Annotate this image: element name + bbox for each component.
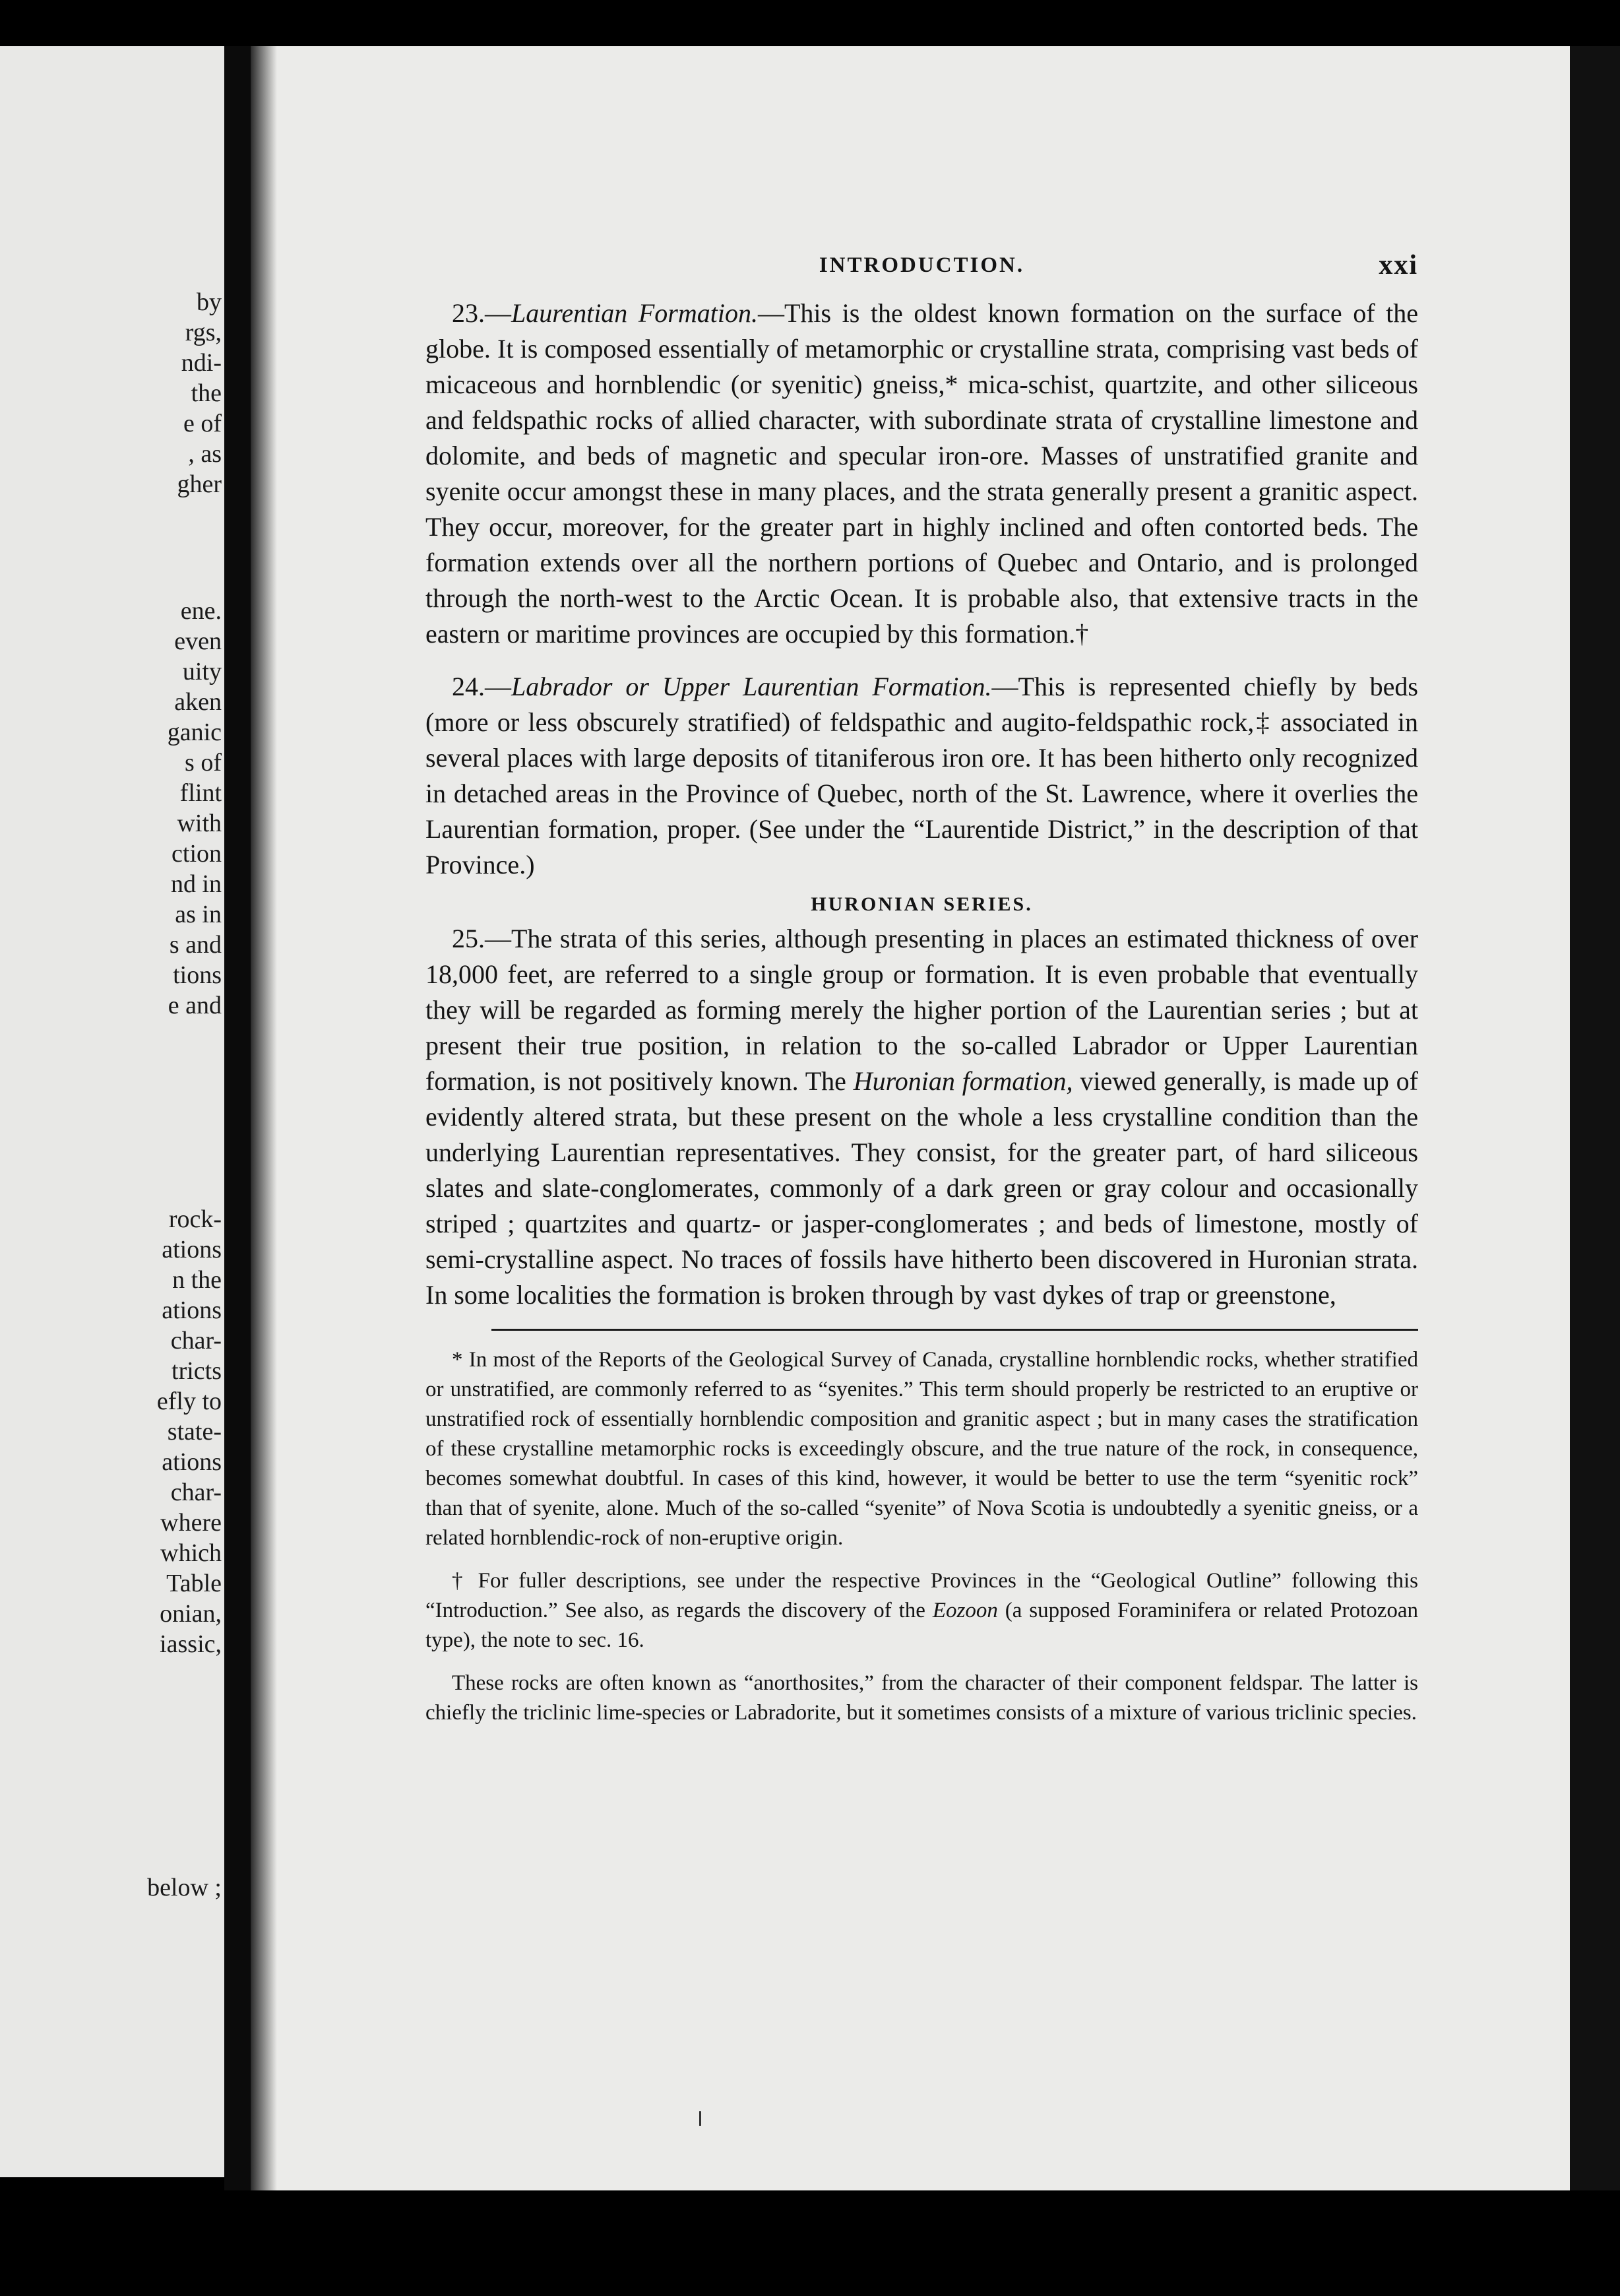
section-23-paragraph — [425, 296, 1418, 652]
left-page-fragment: tions — [173, 961, 222, 989]
left-page-fragment: rgs, — [185, 319, 222, 346]
page-number: xxi — [1379, 250, 1418, 280]
left-page-fragment: e of — [183, 410, 222, 437]
left-page-fragment: the — [191, 379, 222, 407]
footnote-double-dagger: These rocks are often known as “anorthosites,” from the character of their component feldspar. The latter is chiefly the triclinic lime-species or Labradorite, but it sometimes consists of a mixture of various triclinic species. — [425, 1671, 1418, 1725]
section-23-title: Laurentian Formation. — [511, 298, 758, 328]
left-page-fragment: even — [174, 627, 222, 655]
left-page-fragment: s of — [185, 749, 222, 777]
section-23-text: —This is the oldest known formation on the surface of the globe. It is composed essentially of metamorphic or crystalline strata, comprising vast beds of micaceous and hornblendic (or syenitic) gneiss,* mica-schist, quartzite, and other siliceous and feldspathic rocks of allied character, with subordinate strata of crystalline limestone and dolomite, and beds of magnetic and specular iron-ore. Masses of unstratified granite and syenite occur amongst these in many places, and the strata generally present a granitic aspect. They occur, moreover, for the greater part in highly inclined and often contorted beds. The formation extends over all the northern portions of Quebec and Ontario, and is prolonged through the north-west to the Arctic Ocean. It is probable also, that extensive tracts in the eastern or maritime provinces are occupied by this formation.† — [425, 298, 1419, 649]
footnote-rule — [491, 1329, 1418, 1331]
footnote-dagger-italic: Eozoon — [932, 1599, 998, 1622]
left-page-fragment: , as — [188, 440, 222, 468]
page-text-block — [425, 249, 1418, 1728]
left-page-fragment: below ; — [147, 1874, 222, 1901]
footnote-dagger — [425, 1566, 1418, 1655]
left-page-fragment: tricts — [171, 1357, 222, 1385]
left-page-fragment: ene. — [180, 597, 222, 625]
left-page-fragment: where — [160, 1509, 222, 1537]
left-page-fragment: s and — [169, 931, 222, 959]
left-page-fragment: iassic, — [160, 1630, 222, 1658]
left-page-fragment: flint — [179, 779, 222, 807]
page-edge-shadow — [251, 46, 277, 2190]
left-page-fragment: ations — [162, 1448, 222, 1476]
running-title: INTRODUCTION. — [819, 253, 1025, 277]
left-page-fragment: n the — [172, 1266, 222, 1294]
left-page-fragment: efly to — [156, 1387, 222, 1415]
footnote-dagger-after: (a supposed Foraminifera or related Protozoan type), the note to sec. 16. — [425, 1599, 1419, 1652]
left-page-fragment: state- — [167, 1418, 222, 1446]
left-page-fragment: Table — [166, 1570, 222, 1597]
running-head — [425, 249, 1418, 296]
left-page-fragment: uity — [182, 658, 222, 686]
left-page-fragment: char- — [170, 1327, 222, 1355]
left-page-fragment: ction — [171, 840, 222, 868]
left-page-fragment: ations — [162, 1296, 222, 1324]
left-page-fragment: rock- — [168, 1205, 222, 1233]
left-page-fragment: nd in — [170, 870, 222, 898]
section-23-number: 23.— — [452, 298, 511, 328]
left-page-fragment: char- — [170, 1479, 222, 1506]
left-page-fragment: by — [197, 288, 222, 316]
left-page-fragment: gher — [177, 470, 222, 498]
section-25-paragraph — [425, 921, 1418, 1313]
left-page-fragment: ndi- — [181, 349, 222, 377]
section-24-number: 24.— — [452, 672, 511, 701]
left-page-fragment: e and — [168, 992, 222, 1019]
page-mark — [699, 2111, 701, 2126]
left-page-fragment: onian, — [160, 1600, 222, 1628]
section-25-text-after: viewed generally, is made up of evidently altered strata, but these present on the whole a less crystalline condition than the underlying Laurentian representatives. They consist, for the greater part, of hard siliceous slates and slate-conglomerates, commonly of a dark green or gray colour and occasionally striped ; quartzites and quartz- or jasper-conglomerates ; and beds of limestone, mostly of semi-crystalline aspect. No traces of fossils have hitherto been discovered in Huronian strata. In some localities the formation is broken through by vast dykes of trap or greenstone, — [425, 1066, 1419, 1310]
footnote-star: * In most of the Reports of the Geological Survey of Canada, crystalline hornblendic rocks, whether stratified or unstratified, are commonly referred to as “syenites.” This term should properly be restricted to an eruptive or unstratified rock of essentially hornblendic composition and granitic aspect ; but in many cases the stratification of these crystalline metamorphic rocks is exceedingly obscure, and the true nature of the rock, in consequence, becomes somewhat doubtful. In cases of this kind, however, it would be better to use the term “syenitic rock” than that of syenite, alone. Much of the so-called “syenite” of Nova Scotia is undoubtedly a syenitic gneiss, or a related hornblendic-rock of non-eruptive origin. — [425, 1348, 1418, 1550]
footnote-dagger-before: † For fuller descriptions, see under the respective Provinces in the “Geological Outline” following this “Introduction.” See also, as regards the discovery of the — [425, 1569, 1418, 1622]
left-page-fragment: ations — [162, 1236, 222, 1263]
huronian-series-heading: HURONIAN SERIES. — [811, 893, 1033, 915]
left-page-fragment: aken — [174, 688, 222, 716]
section-24-text: —This is represented chiefly by beds (more or less obscurely stratified) of feldspathic and augito-feldspathic rock,‡ associated in several places with large deposits of titaniferous iron ore. It has been hitherto only recognized in detached areas in the Province of Quebec, north of the St. Lawrence, where it overlies the Laurentian formation, proper. (See under the “Laurentide District,” in the description of that Province.) — [425, 672, 1418, 879]
section-24-paragraph — [425, 669, 1418, 883]
left-page-margin — [0, 46, 224, 2177]
left-page-fragment: which — [160, 1539, 222, 1567]
page-right-edge — [1570, 46, 1620, 2190]
section-25-italic: Huronian formation, — [853, 1066, 1073, 1096]
left-page-fragment: as in — [175, 901, 222, 928]
left-page-fragment: with — [177, 810, 222, 837]
section-25-text-before: 25.—The strata of this series, although presenting in places an estimated thickness of over 18,000 feet, are referred to a single group or formation. It is even probable that eventually they will be regarded as forming merely the higher portion of the Laurentian series ; but at present their true position, in relation to the so-called Labrador or Upper Laurentian formation, is not positively known. The — [425, 924, 1418, 1096]
left-page-fragment: ganic — [167, 718, 222, 746]
section-24-title: Labrador or Upper Laurentian Formation. — [511, 672, 992, 701]
